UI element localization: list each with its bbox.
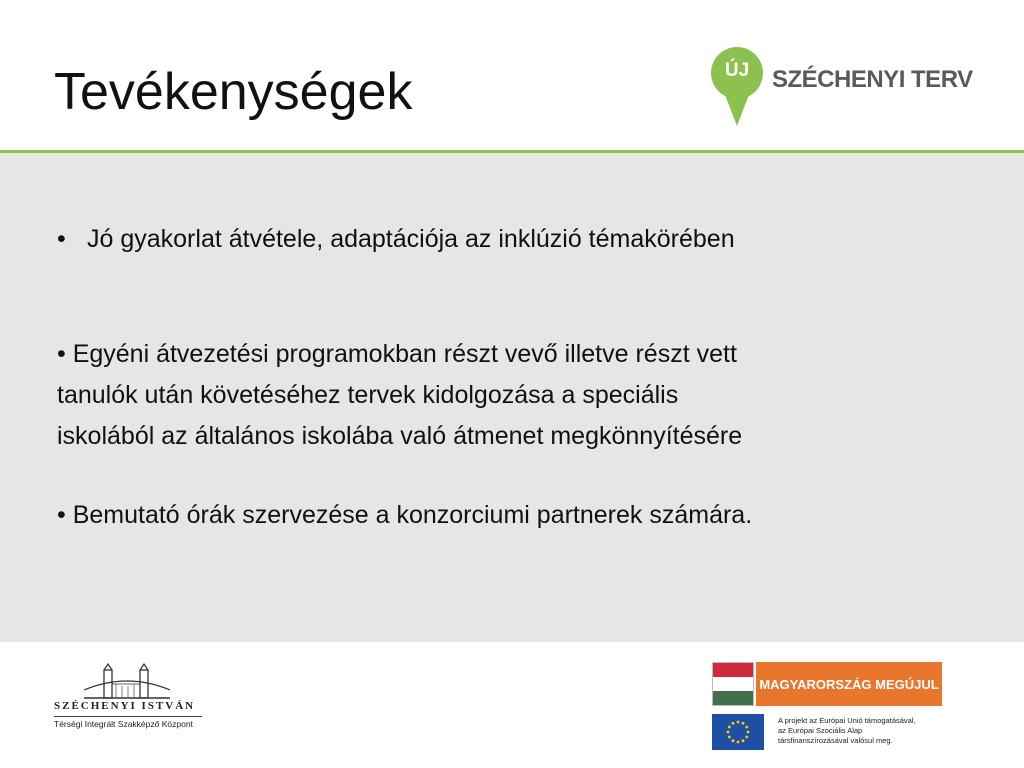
- eu-notice-text: [778, 716, 958, 746]
- szechenyi-istvan-logo: [52, 660, 212, 740]
- bullet-2-line-1: • Egyéni átvezetési programokban részt vevő illetve részt vett: [57, 340, 737, 368]
- eu-notice-line-1: A projekt az Európai Unió támogatásával,: [778, 716, 916, 725]
- bullet-2-line-3: iskolából az általános iskolába való átmenet megkönnyítésére: [57, 422, 743, 450]
- eu-support-notice: [712, 714, 952, 754]
- eu-flag-icon: [712, 714, 764, 750]
- bullet-item-2: [57, 334, 937, 457]
- bullet-item-1: [57, 222, 957, 256]
- hungarian-flag-icon: [712, 662, 754, 706]
- logo-name: SZÉCHENYI ISTVÁN: [54, 700, 196, 712]
- bullet-3-text: • Bemutató órák szervezése a konzorciumi partnerek számára.: [57, 501, 753, 529]
- bullet-marker: •: [57, 225, 66, 253]
- eu-notice-line-2: az Európai Szociális Alap: [778, 726, 863, 735]
- slide-title: Tevékenységek: [54, 63, 413, 121]
- megujul-badge: MAGYARORSZÁG MEGÚJUL: [756, 662, 942, 706]
- szechenyi-terv-logo: [710, 46, 990, 136]
- eu-notice-line-3: társfinanszírozásával valósul meg.: [778, 736, 893, 745]
- bridge-icon: [82, 660, 172, 702]
- logo-brand-text: SZÉCHENYI TERV: [772, 66, 973, 93]
- logo-pin-text: ÚJ: [724, 60, 750, 81]
- magyarorszag-megujul-logo: [712, 662, 942, 706]
- logo-divider: [54, 716, 202, 717]
- logo-subtitle: Térségi Integrált Szakképző Központ: [54, 719, 193, 729]
- bullet-item-3: [57, 496, 957, 534]
- bullet-2-line-2: tanulók után követéséhez tervek kidolgozása a speciális: [57, 381, 679, 409]
- bullet-1-text: Jó gyakorlat átvétele, adaptációja az inklúzió témakörében: [87, 225, 735, 253]
- map-pin-icon: [710, 46, 764, 132]
